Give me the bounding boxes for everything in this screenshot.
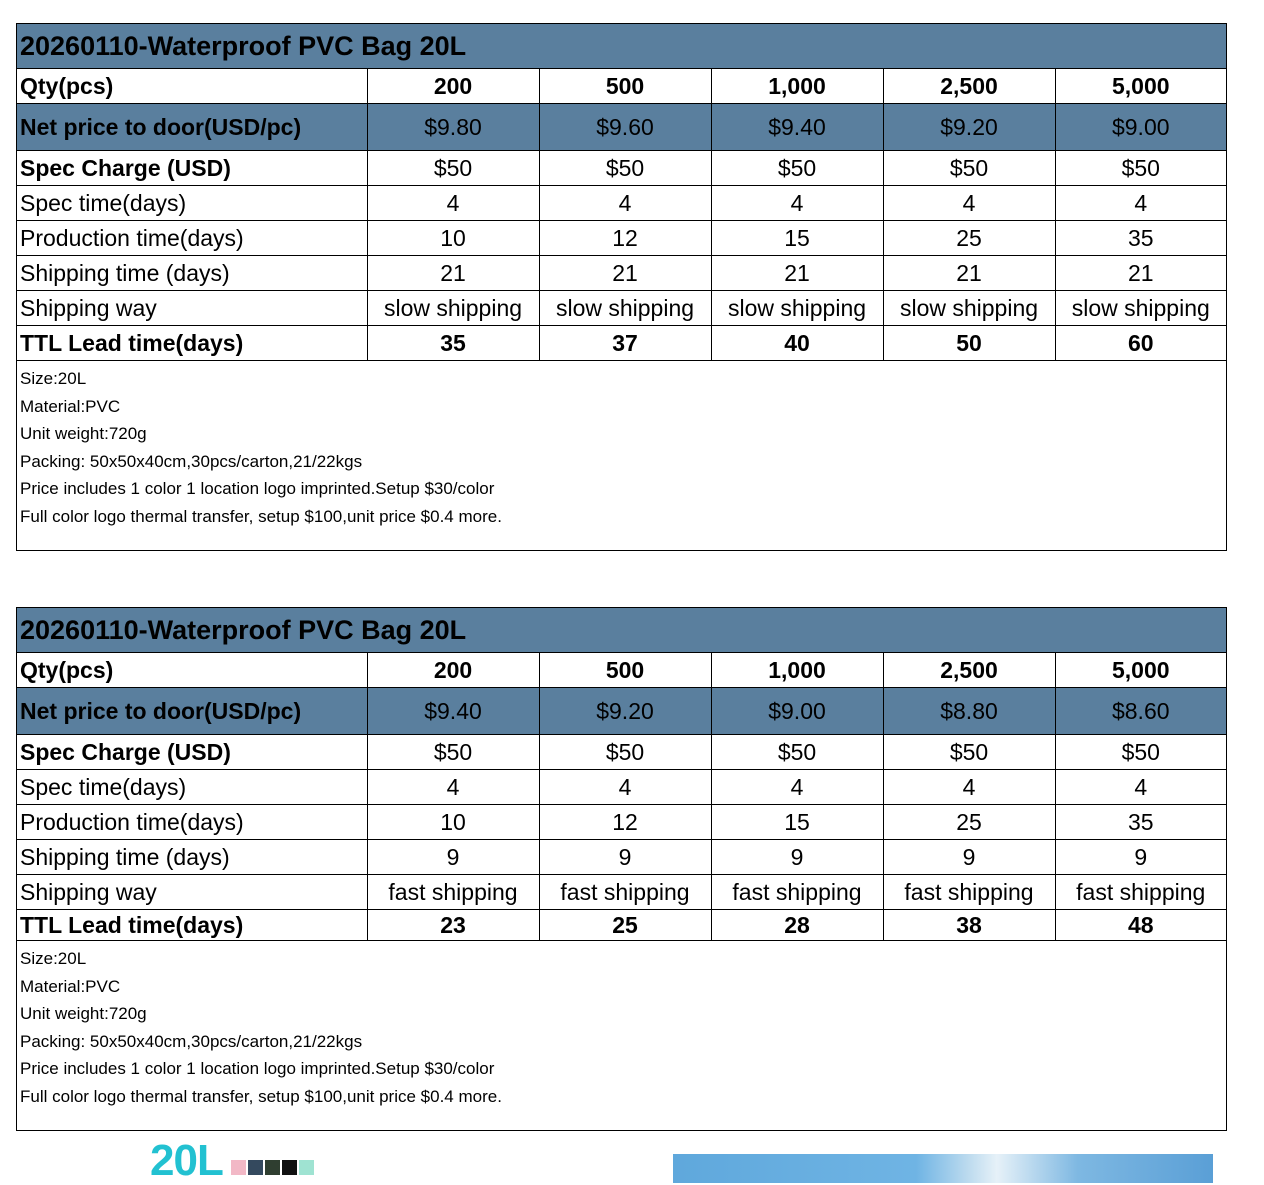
production-time-cell: 25: [883, 221, 1055, 256]
spec-time-cell: 4: [883, 186, 1055, 221]
production-time-cell: 12: [539, 221, 711, 256]
spec-charge-cell: $50: [367, 735, 539, 770]
color-swatch-darkgreen: [265, 1160, 280, 1175]
production-time-cell: 10: [367, 805, 539, 840]
shipping-time-cell: 9: [539, 840, 711, 875]
production-time-cell: 35: [1055, 221, 1226, 256]
spec-time-cell: 4: [367, 186, 539, 221]
note-material: Material:PVC: [20, 976, 121, 996]
product-notes: [17, 941, 1226, 1130]
note-size: Size:20L: [20, 369, 87, 388]
ttl-lead-time-cell: 25: [539, 910, 711, 941]
shipping-way-cell: slow shipping: [1055, 291, 1226, 326]
production-time-row: [17, 805, 1226, 840]
spec-charge-cell: $50: [539, 735, 711, 770]
product-photo-sky: [673, 1154, 1213, 1183]
ttl-lead-time-cell: 35: [367, 326, 539, 361]
capacity-label: 20L: [150, 1135, 223, 1185]
note-thermal-transfer: Full color logo thermal transfer, setup $100,unit price $0.4 more.: [20, 506, 502, 526]
note-packing: Packing: 50x50x40cm,30pcs/carton,21/22kgs: [20, 1031, 363, 1051]
ttl-lead-time-label: TTL Lead time(days): [17, 910, 367, 941]
production-time-label: Production time(days): [17, 805, 367, 840]
net-price-cell: $9.60: [539, 104, 711, 151]
ttl-lead-time-cell: 50: [883, 326, 1055, 361]
production-time-cell: 35: [1055, 805, 1226, 840]
shipping-time-cell: 9: [367, 840, 539, 875]
net-price-cell: $9.20: [883, 104, 1055, 151]
ttl-lead-time-cell: 60: [1055, 326, 1226, 361]
qty-cell: 5,000: [1055, 69, 1226, 104]
qty-cell: 200: [367, 653, 539, 688]
qty-cell: 500: [539, 653, 711, 688]
spec-charge-cell: $50: [711, 735, 883, 770]
spec-charge-cell: $50: [883, 735, 1055, 770]
shipping-way-cell: fast shipping: [367, 875, 539, 910]
shipping-way-cell: slow shipping: [883, 291, 1055, 326]
spec-charge-cell: $50: [367, 151, 539, 186]
net-price-label: Net price to door(USD/pc): [17, 104, 367, 151]
note-logo-imprint: Price includes 1 color 1 location logo imprinted.Setup $30/color: [20, 479, 495, 498]
net-price-cell: $8.80: [883, 688, 1055, 735]
color-swatch-pink: [231, 1160, 246, 1175]
ttl-lead-time-cell: 40: [711, 326, 883, 361]
net-price-cell: $8.60: [1055, 688, 1226, 735]
spec-time-cell: 4: [1055, 186, 1226, 221]
table-title-row: [17, 24, 1226, 69]
shipping-way-cell: slow shipping: [539, 291, 711, 326]
shipping-way-cell: fast shipping: [539, 875, 711, 910]
production-time-cell: 10: [367, 221, 539, 256]
net-price-cell: $9.80: [367, 104, 539, 151]
net-price-cell: $9.00: [711, 688, 883, 735]
qty-label: Qty(pcs): [17, 653, 367, 688]
shipping-time-row: [17, 840, 1226, 875]
color-swatches: [231, 1160, 316, 1175]
table-title: 20260110-Waterproof PVC Bag 20L: [17, 608, 1226, 653]
spec-time-cell: 4: [711, 770, 883, 805]
price-table: [17, 608, 1226, 941]
qty-label: Qty(pcs): [17, 69, 367, 104]
spec-time-row: [17, 770, 1226, 805]
shipping-time-row: [17, 256, 1226, 291]
shipping-time-cell: 21: [1055, 256, 1226, 291]
spec-time-label: Spec time(days): [17, 186, 367, 221]
ttl-lead-time-label: TTL Lead time(days): [17, 326, 367, 361]
shipping-way-label: Shipping way: [17, 875, 367, 910]
note-size: Size:20L: [20, 949, 87, 968]
spec-time-cell: 4: [539, 186, 711, 221]
shipping-way-cell: fast shipping: [1055, 875, 1226, 910]
qty-row: [17, 653, 1226, 688]
production-time-cell: 15: [711, 805, 883, 840]
shipping-time-cell: 21: [883, 256, 1055, 291]
product-notes: [17, 361, 1226, 550]
net-price-cell: $9.40: [711, 104, 883, 151]
spec-charge-cell: $50: [1055, 151, 1226, 186]
note-unit-weight: Unit weight:720g: [20, 1004, 147, 1023]
spec-charge-cell: $50: [539, 151, 711, 186]
spec-time-cell: 4: [539, 770, 711, 805]
net-price-label: Net price to door(USD/pc): [17, 688, 367, 735]
qty-cell: 2,500: [883, 653, 1055, 688]
shipping-time-cell: 9: [1055, 840, 1226, 875]
shipping-way-cell: slow shipping: [367, 291, 539, 326]
capacity-badge: [150, 1135, 316, 1185]
ttl-lead-time-cell: 37: [539, 326, 711, 361]
net-price-cell: $9.00: [1055, 104, 1226, 151]
color-swatch-mint: [299, 1160, 314, 1175]
qty-row: [17, 69, 1226, 104]
shipping-time-cell: 9: [883, 840, 1055, 875]
net-price-cell: $9.20: [539, 688, 711, 735]
spec-time-cell: 4: [883, 770, 1055, 805]
spec-charge-cell: $50: [711, 151, 883, 186]
quote-table-slow: [16, 23, 1227, 551]
shipping-way-row: [17, 291, 1226, 326]
color-swatch-black: [282, 1160, 297, 1175]
spec-time-cell: 4: [1055, 770, 1226, 805]
qty-cell: 500: [539, 69, 711, 104]
note-material: Material:PVC: [20, 396, 121, 416]
shipping-way-cell: fast shipping: [883, 875, 1055, 910]
spec-charge-row: [17, 151, 1226, 186]
production-time-cell: 12: [539, 805, 711, 840]
ttl-lead-time-cell: 48: [1055, 910, 1226, 941]
table-title-row: [17, 608, 1226, 653]
ttl-lead-time-cell: 38: [883, 910, 1055, 941]
spec-charge-cell: $50: [1055, 735, 1226, 770]
net-price-row: [17, 688, 1226, 735]
production-time-label: Production time(days): [17, 221, 367, 256]
ttl-lead-time-row: [17, 326, 1226, 361]
quote-table-fast: [16, 607, 1227, 1131]
table-title: 20260110-Waterproof PVC Bag 20L: [17, 24, 1226, 69]
qty-cell: 1,000: [711, 69, 883, 104]
spec-time-label: Spec time(days): [17, 770, 367, 805]
qty-cell: 1,000: [711, 653, 883, 688]
shipping-time-cell: 21: [711, 256, 883, 291]
shipping-way-row: [17, 875, 1226, 910]
spec-time-row: [17, 186, 1226, 221]
ttl-lead-time-row: [17, 910, 1226, 941]
note-thermal-transfer: Full color logo thermal transfer, setup $100,unit price $0.4 more.: [20, 1086, 502, 1106]
shipping-time-cell: 21: [539, 256, 711, 291]
production-time-cell: 15: [711, 221, 883, 256]
spec-charge-label: Spec Charge (USD): [17, 151, 367, 186]
color-swatch-navy: [248, 1160, 263, 1175]
qty-cell: 200: [367, 69, 539, 104]
spec-charge-row: [17, 735, 1226, 770]
shipping-way-label: Shipping way: [17, 291, 367, 326]
production-time-row: [17, 221, 1226, 256]
spec-charge-cell: $50: [883, 151, 1055, 186]
shipping-time-label: Shipping time (days): [17, 256, 367, 291]
spec-time-cell: 4: [711, 186, 883, 221]
note-packing: Packing: 50x50x40cm,30pcs/carton,21/22kgs: [20, 451, 363, 471]
shipping-time-label: Shipping time (days): [17, 840, 367, 875]
note-unit-weight: Unit weight:720g: [20, 424, 147, 443]
ttl-lead-time-cell: 28: [711, 910, 883, 941]
shipping-way-cell: slow shipping: [711, 291, 883, 326]
shipping-time-cell: 9: [711, 840, 883, 875]
net-price-row: [17, 104, 1226, 151]
production-time-cell: 25: [883, 805, 1055, 840]
net-price-cell: $9.40: [367, 688, 539, 735]
spec-charge-label: Spec Charge (USD): [17, 735, 367, 770]
price-table: [17, 24, 1226, 361]
qty-cell: 2,500: [883, 69, 1055, 104]
qty-cell: 5,000: [1055, 653, 1226, 688]
shipping-time-cell: 21: [367, 256, 539, 291]
shipping-way-cell: fast shipping: [711, 875, 883, 910]
note-logo-imprint: Price includes 1 color 1 location logo imprinted.Setup $30/color: [20, 1059, 495, 1078]
spec-time-cell: 4: [367, 770, 539, 805]
ttl-lead-time-cell: 23: [367, 910, 539, 941]
